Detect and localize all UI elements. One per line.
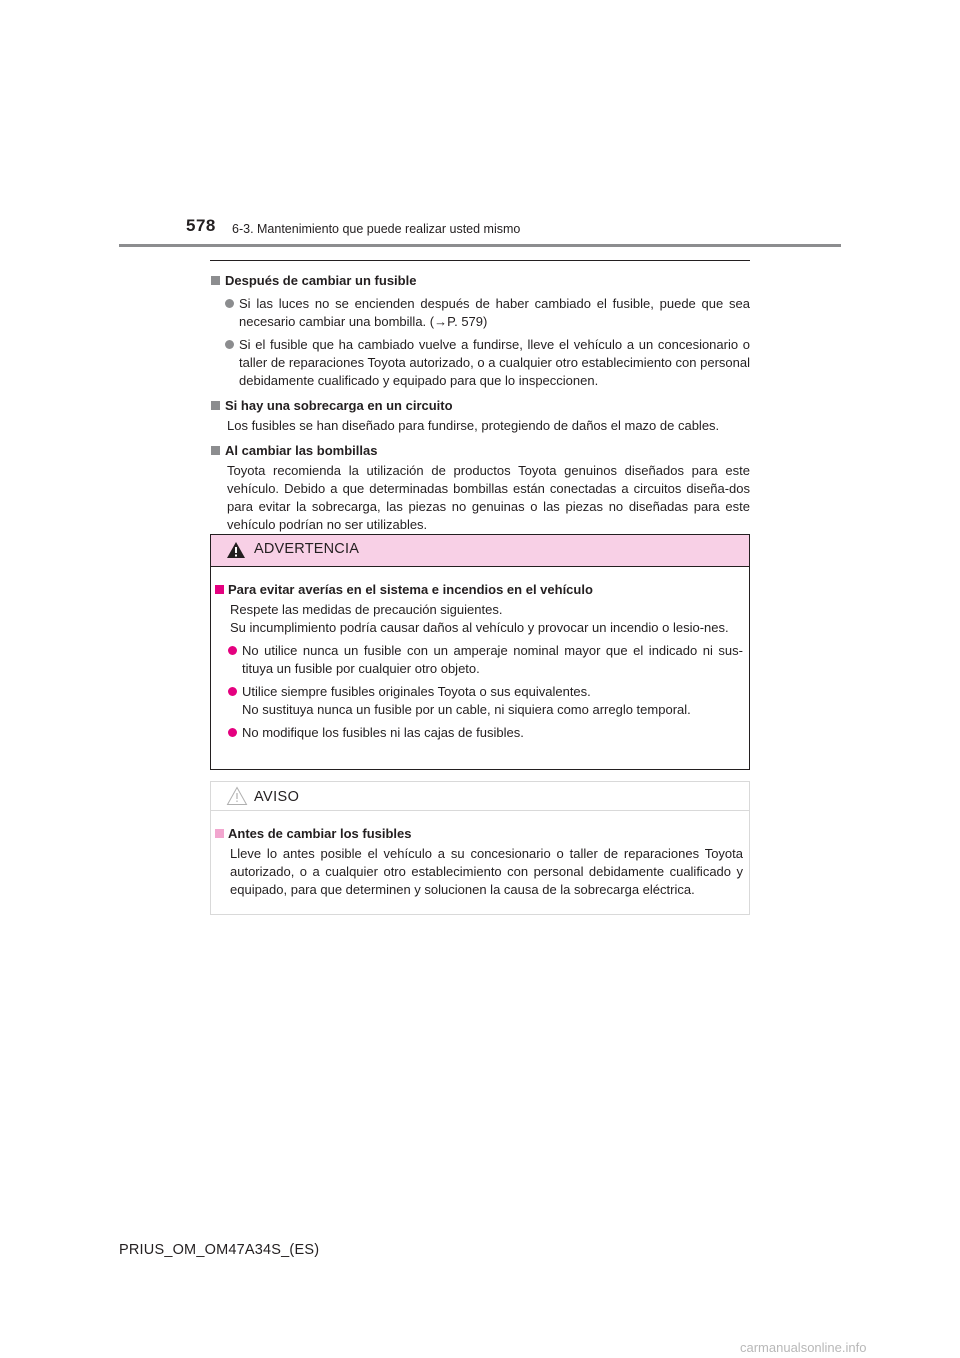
- section-title: 6-3. Mantenimiento que puede realizar usted mismo: [232, 222, 521, 236]
- square-bullet-icon: [211, 401, 220, 410]
- content-divider: [210, 260, 750, 261]
- list-item: Utilice siempre fusibles originales Toyota o sus equivalentes. No sustituya nunca un fusible por un cable, ni siquiera como arreglo temporal.: [211, 683, 743, 719]
- square-bullet-icon: [211, 276, 220, 285]
- document-code: PRIUS_OM_OM47A34S_(ES): [119, 1242, 320, 1258]
- section-heading: Después de cambiar un fusible: [210, 272, 750, 290]
- section-heading: Si hay una sobrecarga en un circuito: [210, 397, 750, 415]
- section-heading: Al cambiar las bombillas: [210, 442, 750, 460]
- warning-heading: Para evitar averías en el sistema e incendios en el vehículo: [211, 581, 743, 599]
- notice-box: [210, 781, 750, 915]
- warning-triangle-icon: [226, 541, 246, 559]
- header-divider: [119, 244, 841, 247]
- section-text: Toyota recomienda la utilización de productos Toyota genuinos diseñados para este vehículo. Debido a que determinadas bombillas están conectadas a circuitos diseña-dos para evitar la sobrecarga, las piezas no genuinas o las piezas no diseñadas para este vehículo podrían no ser utilizables.: [227, 463, 750, 532]
- list-item: No modifique los fusibles ni las cajas de fusibles.: [211, 724, 743, 742]
- circle-bullet-icon: [228, 728, 237, 737]
- main-content: [210, 268, 750, 534]
- list-item: No utilice nunca un fusible con un amperaje nominal mayor que el indicado ni sus-tituya un fusible por cualquier otro objeto.: [211, 642, 743, 678]
- notice-title: AVISO: [254, 789, 300, 805]
- square-bullet-icon: [211, 446, 220, 455]
- section-text: Los fusibles se han diseñado para fundirse, protegiendo de daños el mazo de cables.: [227, 418, 720, 433]
- circle-bullet-icon: [225, 299, 234, 308]
- circle-bullet-icon: [228, 687, 237, 696]
- notice-heading: Antes de cambiar los fusibles: [211, 825, 743, 843]
- square-bullet-icon: [215, 829, 224, 838]
- notice-text: Lleve lo antes posible el vehículo a su concesionario o taller de reparaciones Toyota autorizado, o a cualquier otro establecimiento con personal debidamente cualificado y equipado, para que determinen y solucionen la causa de la sobrecarga eléctrica.: [230, 846, 743, 897]
- circle-bullet-icon: [225, 340, 234, 349]
- warning-box: [210, 534, 750, 770]
- page-number: 578: [186, 216, 216, 235]
- watermark: carmanualsonline.info: [740, 1340, 867, 1355]
- list-item: Si el fusible que ha cambiado vuelve a fundirse, lleve el vehículo a un concesionario o taller de reparaciones Toyota autorizado, o a cualquier otro establecimiento con personal debidamente cualificado y equipado para que lo inspeccionen.: [210, 336, 750, 390]
- warning-text: Respete las medidas de precaución siguientes. Su incumplimiento podría causar daños al vehículo y provocar un incendio o lesio-nes.: [230, 602, 729, 635]
- caution-triangle-icon: [226, 786, 248, 806]
- list-item: Si las luces no se encienden después de haber cambiado el fusible, puede que sea necesario cambiar una bombilla. (→P. 579): [210, 295, 750, 331]
- square-bullet-icon: [215, 585, 224, 594]
- notice-header: [211, 782, 749, 811]
- warning-title: ADVERTENCIA: [254, 541, 360, 557]
- warning-header: [211, 535, 749, 567]
- circle-bullet-icon: [228, 646, 237, 655]
